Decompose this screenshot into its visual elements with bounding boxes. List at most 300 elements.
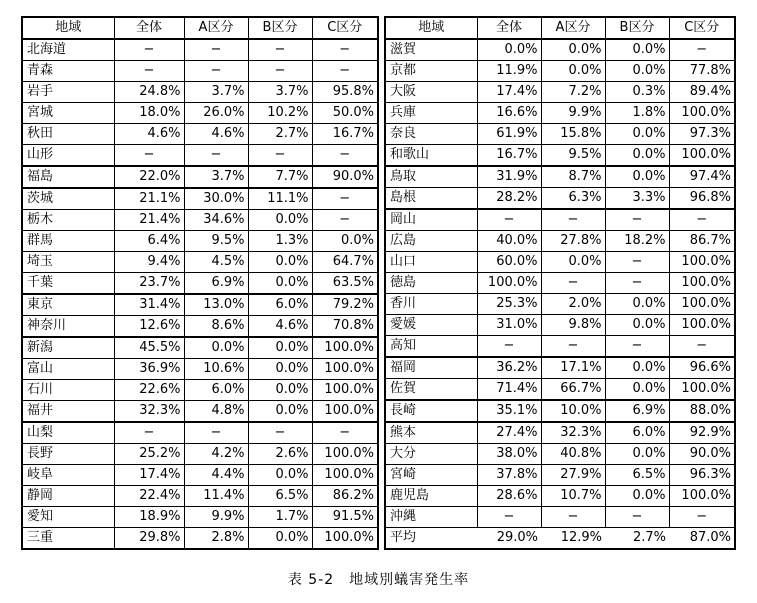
left-cell-a: 4.6% — [184, 124, 248, 145]
right-cell-b: 18.2% — [605, 231, 669, 252]
right-cell-a: 17.1% — [541, 357, 605, 379]
table-row — [385, 166, 735, 188]
left-cell-b: 4.6% — [248, 316, 312, 338]
left-cell-c: 63.5% — [312, 273, 378, 295]
table-row — [385, 252, 735, 273]
left-cell-c: 64.7% — [312, 252, 378, 273]
table-row — [22, 401, 378, 423]
left-cell-c: 70.8% — [312, 316, 378, 338]
right-cell-all: 11.9% — [477, 61, 541, 82]
table-row — [22, 465, 378, 486]
left-cell-region: 長野 — [22, 444, 114, 465]
right-cell-region: 徳島 — [385, 273, 477, 294]
left-cell-all: 36.9% — [114, 359, 184, 380]
table-row — [385, 379, 735, 401]
left-cell-region: 埼玉 — [22, 252, 114, 273]
right-cell-a: 2.0% — [541, 294, 605, 315]
left-cell-c: − — [312, 61, 378, 82]
left-cell-c: 100.0% — [312, 359, 378, 380]
table-row — [385, 336, 735, 358]
right-cell-c: − — [669, 209, 735, 231]
left-cell-c: − — [312, 145, 378, 167]
right-cell-all: 25.3% — [477, 294, 541, 315]
table-row — [22, 359, 378, 380]
table-row — [22, 124, 378, 145]
right-cell-c: − — [669, 39, 735, 61]
right-cell-region: 和歌山 — [385, 145, 477, 167]
left-cell-region: 山形 — [22, 145, 114, 167]
right-cell-a: 27.9% — [541, 465, 605, 486]
left-cell-b: 0.0% — [248, 210, 312, 231]
right-cell-all: 28.6% — [477, 486, 541, 507]
left-cell-c: 90.0% — [312, 166, 378, 188]
right-cell-a: 0.0% — [541, 39, 605, 61]
right-header-row — [385, 17, 735, 39]
left-cell-b: 1.3% — [248, 231, 312, 252]
left-header-region: 地域 — [22, 17, 114, 39]
left-cell-b: 0.0% — [248, 273, 312, 295]
left-cell-all: 18.0% — [114, 103, 184, 124]
left-cell-all: 18.9% — [114, 507, 184, 528]
left-cell-region: 山梨 — [22, 422, 114, 444]
right-cell-b: − — [605, 252, 669, 273]
left-cell-c: 16.7% — [312, 124, 378, 145]
right-cell-c: 88.0% — [669, 400, 735, 422]
right-cell-c: 97.4% — [669, 166, 735, 188]
right-cell-a: 6.3% — [541, 188, 605, 210]
right-cell-c: 97.3% — [669, 124, 735, 145]
left-cell-all: 12.6% — [114, 316, 184, 338]
left-cell-c: − — [312, 188, 378, 210]
right-cell-c: 86.7% — [669, 231, 735, 252]
right-cell-all: 36.2% — [477, 357, 541, 379]
right-cell-a: 0.0% — [541, 61, 605, 82]
table-row — [22, 82, 378, 103]
left-cell-b: − — [248, 61, 312, 82]
left-cell-c: − — [312, 210, 378, 231]
right-cell-region: 大分 — [385, 444, 477, 465]
right-cell-b: 3.3% — [605, 188, 669, 210]
left-cell-a: 8.6% — [184, 316, 248, 338]
right-cell-a: 9.8% — [541, 315, 605, 336]
right-header-c: C区分 — [669, 17, 735, 39]
table-row — [22, 231, 378, 252]
table-row — [385, 357, 735, 379]
left-cell-c: 100.0% — [312, 337, 378, 359]
left-cell-region: 宮城 — [22, 103, 114, 124]
left-cell-region: 神奈川 — [22, 316, 114, 338]
table-row — [22, 528, 378, 550]
right-cell-all: 38.0% — [477, 444, 541, 465]
right-cell-all: 71.4% — [477, 379, 541, 401]
left-cell-region: 石川 — [22, 380, 114, 401]
right-cell-all: 35.1% — [477, 400, 541, 422]
right-cell-c: 89.4% — [669, 82, 735, 103]
table-caption: 表 5-2 地域別蟻害発生率 — [287, 572, 470, 588]
left-cell-all: 6.4% — [114, 231, 184, 252]
table-row — [22, 210, 378, 231]
left-cell-all: 23.7% — [114, 273, 184, 295]
right-cell-all: 37.8% — [477, 465, 541, 486]
right-cell-region: 愛媛 — [385, 315, 477, 336]
right-header-a: A区分 — [541, 17, 605, 39]
right-cell-region: 島根 — [385, 188, 477, 210]
right-cell-all: − — [477, 336, 541, 358]
right-cell-a: − — [541, 273, 605, 294]
left-cell-a: 9.5% — [184, 231, 248, 252]
left-cell-a: 3.7% — [184, 166, 248, 188]
table-row — [385, 209, 735, 231]
left-cell-b: 10.2% — [248, 103, 312, 124]
right-cell-b: 0.0% — [605, 166, 669, 188]
right-cell-c: 100.0% — [669, 103, 735, 124]
left-header-b: B区分 — [248, 17, 312, 39]
left-cell-all: 4.6% — [114, 124, 184, 145]
left-cell-region: 三重 — [22, 528, 114, 550]
right-cell-c: 96.8% — [669, 188, 735, 210]
left-cell-region: 北海道 — [22, 39, 114, 61]
right-cell-b: 1.8% — [605, 103, 669, 124]
table-row — [385, 145, 735, 167]
table-row — [22, 145, 378, 167]
right-cell-a: 10.7% — [541, 486, 605, 507]
right-cell-c: − — [669, 507, 735, 528]
left-cell-a: 30.0% — [184, 188, 248, 210]
right-cell-region: 滋賀 — [385, 39, 477, 61]
table-row — [385, 124, 735, 145]
left-cell-c: 100.0% — [312, 465, 378, 486]
left-cell-a: 4.8% — [184, 401, 248, 423]
left-cell-a: − — [184, 145, 248, 167]
right-cell-all: 61.9% — [477, 124, 541, 145]
left-cell-c: 100.0% — [312, 528, 378, 550]
right-cell-a: 9.5% — [541, 145, 605, 167]
left-cell-all: 25.2% — [114, 444, 184, 465]
right-cell-c: 90.0% — [669, 444, 735, 465]
table-row — [22, 39, 378, 61]
left-cell-c: 95.8% — [312, 82, 378, 103]
table-row — [22, 444, 378, 465]
left-cell-a: 0.0% — [184, 337, 248, 359]
left-cell-region: 新潟 — [22, 337, 114, 359]
left-header-all: 全体 — [114, 17, 184, 39]
right-cell-a: 9.9% — [541, 103, 605, 124]
right-cell-all: 31.0% — [477, 315, 541, 336]
left-cell-a: 2.8% — [184, 528, 248, 550]
right-cell-all: 40.0% — [477, 231, 541, 252]
right-cell-c: 96.6% — [669, 357, 735, 379]
left-cell-region: 群馬 — [22, 231, 114, 252]
left-cell-all: − — [114, 422, 184, 444]
right-cell-region: 兵庫 — [385, 103, 477, 124]
left-cell-c: − — [312, 422, 378, 444]
table-row — [385, 103, 735, 124]
right-cell-b: 6.5% — [605, 465, 669, 486]
right-cell-c: − — [669, 336, 735, 358]
left-cell-a: − — [184, 61, 248, 82]
right-cell-a: − — [541, 209, 605, 231]
right-cell-region: 広島 — [385, 231, 477, 252]
left-cell-all: 9.4% — [114, 252, 184, 273]
table-row — [22, 507, 378, 528]
left-cell-c: 100.0% — [312, 401, 378, 423]
left-cell-a: 13.0% — [184, 294, 248, 316]
right-cell-region: 香川 — [385, 294, 477, 315]
left-cell-region: 栃木 — [22, 210, 114, 231]
left-cell-a: 3.7% — [184, 82, 248, 103]
right-cell-b: 0.3% — [605, 82, 669, 103]
left-cell-b: − — [248, 145, 312, 167]
left-cell-region: 岩手 — [22, 82, 114, 103]
right-cell-a: 32.3% — [541, 422, 605, 444]
right-table-body — [385, 17, 735, 549]
right-cell-region: 大阪 — [385, 82, 477, 103]
left-cell-region: 岐阜 — [22, 465, 114, 486]
left-cell-all: 17.4% — [114, 465, 184, 486]
left-cell-c: 91.5% — [312, 507, 378, 528]
left-cell-a: 26.0% — [184, 103, 248, 124]
right-cell-region: 佐賀 — [385, 379, 477, 401]
right-cell-c: 100.0% — [669, 379, 735, 401]
left-cell-c: 100.0% — [312, 444, 378, 465]
left-cell-a: − — [184, 422, 248, 444]
left-cell-all: 22.0% — [114, 166, 184, 188]
table-row — [385, 465, 735, 486]
right-cell-c: 96.3% — [669, 465, 735, 486]
left-cell-region: 東京 — [22, 294, 114, 316]
right-cell-c: 100.0% — [669, 145, 735, 167]
right-cell-region: 熊本 — [385, 422, 477, 444]
right-table — [384, 16, 736, 550]
average-cell-all: 29.0% — [477, 528, 541, 550]
right-cell-region: 長崎 — [385, 400, 477, 422]
table-row — [385, 507, 735, 528]
left-cell-region: 青森 — [22, 61, 114, 82]
right-cell-b: − — [605, 336, 669, 358]
right-cell-all: 16.7% — [477, 145, 541, 167]
table-row — [22, 316, 378, 338]
right-cell-all: 100.0% — [477, 273, 541, 294]
left-cell-a: 4.5% — [184, 252, 248, 273]
left-cell-all: 29.8% — [114, 528, 184, 550]
left-cell-b: 6.0% — [248, 294, 312, 316]
right-cell-region: 鹿児島 — [385, 486, 477, 507]
left-cell-all: 45.5% — [114, 337, 184, 359]
table-row — [22, 486, 378, 507]
right-cell-a: 66.7% — [541, 379, 605, 401]
right-cell-b: − — [605, 273, 669, 294]
right-cell-a: 7.2% — [541, 82, 605, 103]
left-cell-c: 50.0% — [312, 103, 378, 124]
left-cell-b: 1.7% — [248, 507, 312, 528]
left-cell-region: 愛知 — [22, 507, 114, 528]
left-cell-b: 0.0% — [248, 528, 312, 550]
right-cell-region: 宮崎 — [385, 465, 477, 486]
left-cell-a: 4.4% — [184, 465, 248, 486]
left-cell-b: 7.7% — [248, 166, 312, 188]
left-cell-region: 千葉 — [22, 273, 114, 295]
right-cell-c: 100.0% — [669, 486, 735, 507]
right-cell-c: 77.8% — [669, 61, 735, 82]
left-cell-a: 6.0% — [184, 380, 248, 401]
right-cell-a: 27.8% — [541, 231, 605, 252]
table-row — [385, 444, 735, 465]
left-cell-region: 静岡 — [22, 486, 114, 507]
left-cell-b: 0.0% — [248, 380, 312, 401]
left-cell-all: 22.6% — [114, 380, 184, 401]
right-cell-region: 奈良 — [385, 124, 477, 145]
table-row — [22, 380, 378, 401]
table-row — [385, 273, 735, 294]
left-cell-region: 秋田 — [22, 124, 114, 145]
average-cell-region: 平均 — [385, 528, 477, 550]
right-cell-a: 40.8% — [541, 444, 605, 465]
left-cell-all: 24.8% — [114, 82, 184, 103]
table-row — [22, 294, 378, 316]
left-cell-a: 4.2% — [184, 444, 248, 465]
right-cell-c: 100.0% — [669, 294, 735, 315]
left-cell-all: − — [114, 61, 184, 82]
right-cell-b: 0.0% — [605, 145, 669, 167]
left-cell-all: 31.4% — [114, 294, 184, 316]
left-cell-a: 10.6% — [184, 359, 248, 380]
table-row — [22, 188, 378, 210]
right-cell-all: 17.4% — [477, 82, 541, 103]
table-row — [385, 294, 735, 315]
right-cell-a: − — [541, 507, 605, 528]
right-cell-b: 6.0% — [605, 422, 669, 444]
left-cell-a: − — [184, 39, 248, 61]
right-cell-c: 100.0% — [669, 273, 735, 294]
right-cell-a: 10.0% — [541, 400, 605, 422]
right-cell-b: 0.0% — [605, 379, 669, 401]
table-row — [385, 82, 735, 103]
left-cell-all: 22.4% — [114, 486, 184, 507]
left-cell-b: 0.0% — [248, 252, 312, 273]
right-cell-all: − — [477, 507, 541, 528]
right-cell-region: 京都 — [385, 61, 477, 82]
left-cell-b: 0.0% — [248, 401, 312, 423]
right-cell-b: 0.0% — [605, 315, 669, 336]
left-cell-a: 34.6% — [184, 210, 248, 231]
left-cell-b: 0.0% — [248, 337, 312, 359]
left-cell-all: 21.1% — [114, 188, 184, 210]
right-cell-all: 16.6% — [477, 103, 541, 124]
average-cell-c: 87.0% — [669, 528, 735, 550]
right-cell-b: − — [605, 209, 669, 231]
left-cell-c: 100.0% — [312, 380, 378, 401]
table-row — [22, 103, 378, 124]
table-row — [22, 273, 378, 295]
left-cell-all: 32.3% — [114, 401, 184, 423]
right-cell-region: 高知 — [385, 336, 477, 358]
left-cell-region: 福島 — [22, 166, 114, 188]
left-cell-b: 11.1% — [248, 188, 312, 210]
right-header-region: 地域 — [385, 17, 477, 39]
right-cell-region: 福岡 — [385, 357, 477, 379]
table-row — [22, 422, 378, 444]
right-header-b: B区分 — [605, 17, 669, 39]
right-cell-c: 100.0% — [669, 252, 735, 273]
table-row — [22, 166, 378, 188]
table-row — [385, 315, 735, 336]
right-cell-region: 鳥取 — [385, 166, 477, 188]
table-row — [385, 422, 735, 444]
left-cell-b: 2.7% — [248, 124, 312, 145]
right-cell-b: 0.0% — [605, 294, 669, 315]
right-cell-b: 0.0% — [605, 61, 669, 82]
left-cell-a: 9.9% — [184, 507, 248, 528]
right-cell-region: 岡山 — [385, 209, 477, 231]
right-cell-all: 27.4% — [477, 422, 541, 444]
right-cell-a: 15.8% — [541, 124, 605, 145]
left-cell-region: 茨城 — [22, 188, 114, 210]
left-header-row — [22, 17, 378, 39]
right-cell-b: 6.9% — [605, 400, 669, 422]
table-row — [385, 231, 735, 252]
left-cell-b: 3.7% — [248, 82, 312, 103]
table-row — [385, 61, 735, 82]
left-cell-c: − — [312, 39, 378, 61]
left-cell-c: 79.2% — [312, 294, 378, 316]
left-cell-a: 11.4% — [184, 486, 248, 507]
right-cell-all: 0.0% — [477, 39, 541, 61]
average-cell-b: 2.7% — [605, 528, 669, 550]
table-row — [22, 337, 378, 359]
right-cell-all: − — [477, 209, 541, 231]
right-cell-all: 60.0% — [477, 252, 541, 273]
table-row — [22, 252, 378, 273]
right-cell-b: 0.0% — [605, 124, 669, 145]
right-cell-c: 92.9% — [669, 422, 735, 444]
left-cell-all: − — [114, 39, 184, 61]
right-cell-b: 0.0% — [605, 357, 669, 379]
left-header-c: C区分 — [312, 17, 378, 39]
right-cell-a: 0.0% — [541, 252, 605, 273]
right-cell-a: 8.7% — [541, 166, 605, 188]
right-cell-b: 0.0% — [605, 486, 669, 507]
table-row — [385, 400, 735, 422]
left-cell-all: − — [114, 145, 184, 167]
right-cell-b: 0.0% — [605, 39, 669, 61]
left-cell-b: 0.0% — [248, 359, 312, 380]
left-cell-region: 福井 — [22, 401, 114, 423]
right-cell-region: 山口 — [385, 252, 477, 273]
left-cell-region: 富山 — [22, 359, 114, 380]
table-row — [22, 61, 378, 82]
left-cell-c: 86.2% — [312, 486, 378, 507]
average-cell-a: 12.9% — [541, 528, 605, 550]
left-cell-b: − — [248, 39, 312, 61]
right-cell-region: 沖縄 — [385, 507, 477, 528]
table-row — [385, 188, 735, 210]
right-cell-c: 100.0% — [669, 315, 735, 336]
left-header-a: A区分 — [184, 17, 248, 39]
average-row — [385, 528, 735, 550]
left-cell-b: 6.5% — [248, 486, 312, 507]
left-cell-b: 2.6% — [248, 444, 312, 465]
left-cell-a: 6.9% — [184, 273, 248, 295]
right-cell-a: − — [541, 336, 605, 358]
left-cell-b: 0.0% — [248, 465, 312, 486]
table-row — [385, 486, 735, 507]
right-header-all: 全体 — [477, 17, 541, 39]
left-table-body — [22, 17, 378, 549]
left-cell-b: − — [248, 422, 312, 444]
right-cell-b: − — [605, 507, 669, 528]
left-cell-all: 21.4% — [114, 210, 184, 231]
left-table — [21, 16, 379, 550]
